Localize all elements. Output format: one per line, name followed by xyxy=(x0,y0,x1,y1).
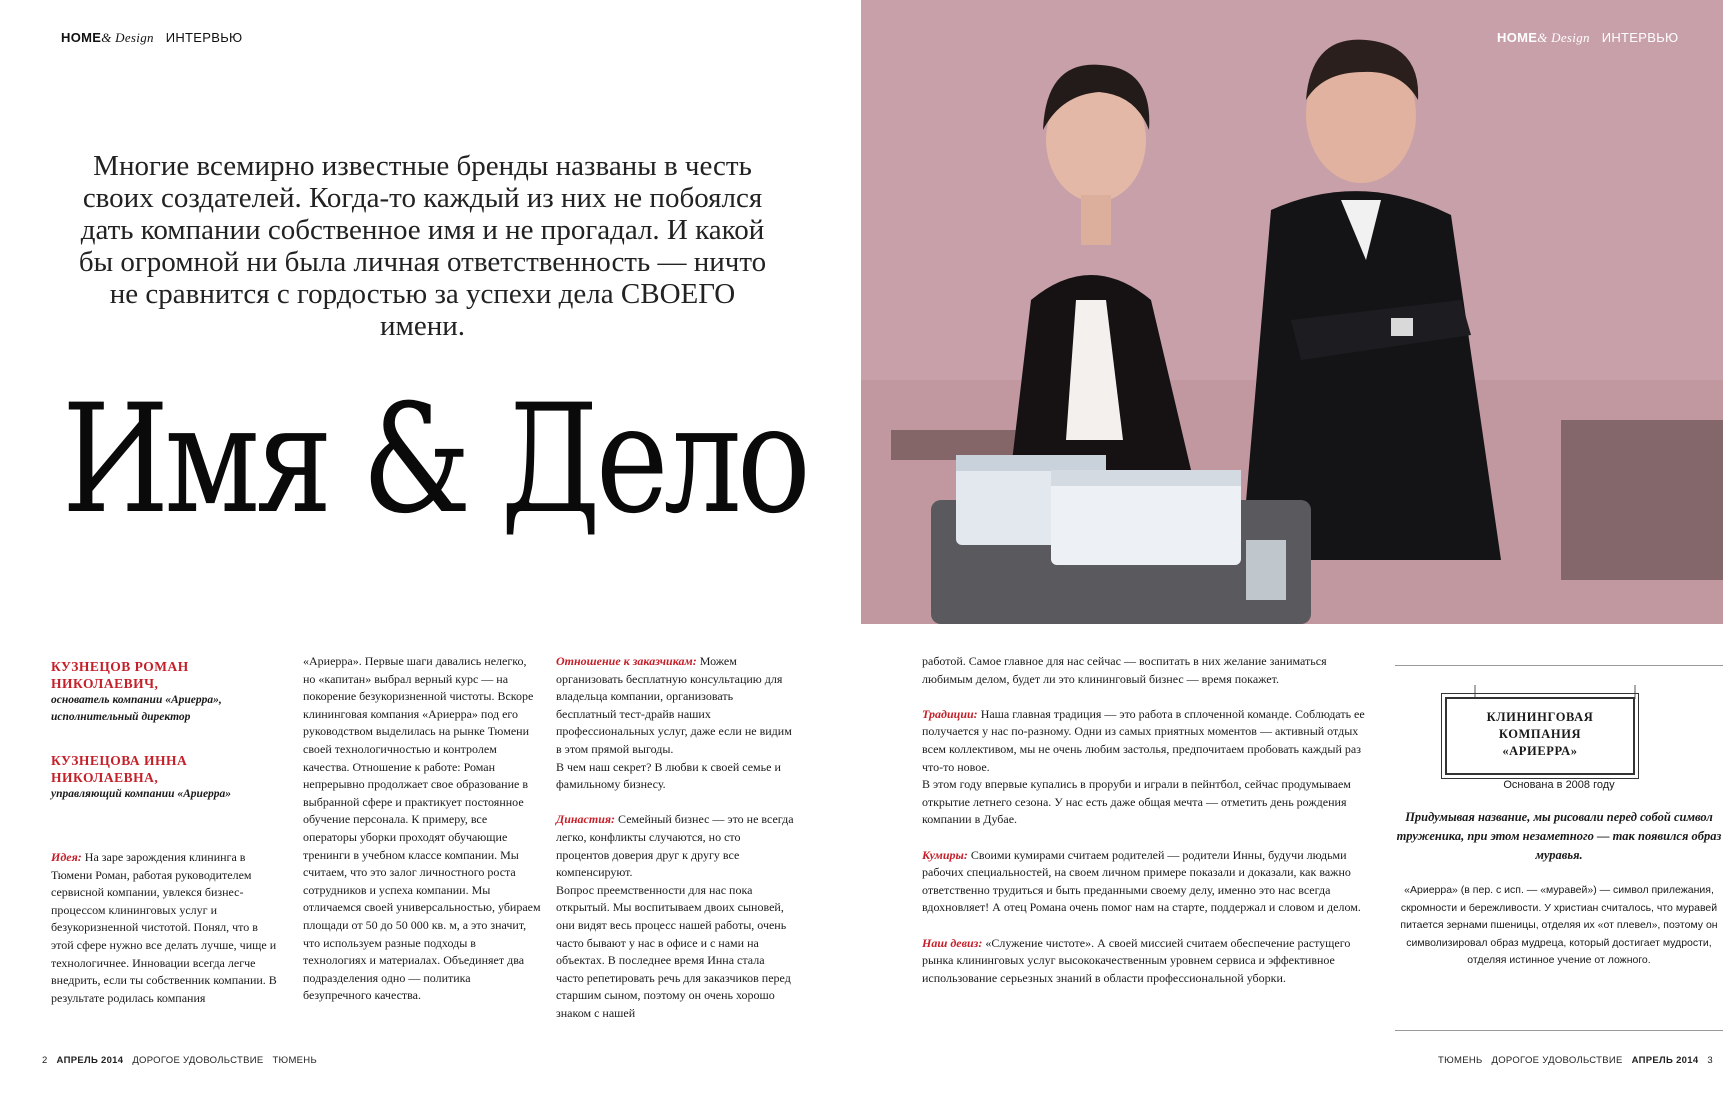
footer-right xyxy=(1438,1055,1713,1066)
person-name-1: КУЗНЕЦОВ РОМАН НИКОЛАЕВИЧ, xyxy=(51,659,189,691)
issue-date-left: АПРЕЛЬ 2014 xyxy=(56,1055,124,1066)
sidebar-top-rule xyxy=(1395,665,1723,666)
badge-line-2: КОМПАНИЯ xyxy=(1498,727,1582,741)
portrait-illustration xyxy=(861,0,1723,624)
person-role-1: основатель компании «Ариерра», исполнительный директор xyxy=(51,694,222,723)
lead-paragraph: Многие всемирно известные бренды названы в честь своих создателей. Когда-то каждый из них не побоялся дать компании собственное имя и не прогадал. И какой бы огромной ни была личная ответственность — ничто не сравнится с гордостью за успехи дела СВОЕГО имени. xyxy=(78,150,767,342)
brand-design-right: & Design xyxy=(1537,30,1590,45)
page-number-left: 2 xyxy=(42,1055,48,1066)
traditions-label: Традиции: xyxy=(922,706,978,721)
brand-home: HOME xyxy=(61,30,102,45)
succession-paragraph: Вопрос преемственности для нас пока открытый. Мы воспитываем двоих сыновей, они видят весь процесс нашей работы, очень часто бывают у нас в офисе и с нами на объектах. В последнее время Инна стала часто репетировать речь для заказчиков перед старшим сыном, поэтому он очень хорошо знаком с нашей xyxy=(556,882,791,1020)
column-3 xyxy=(556,653,795,1022)
article-title: Имя & Дело xyxy=(62,373,806,547)
header-left xyxy=(61,30,242,46)
person-name-2: КУЗНЕЦОВА ИННА НИКОЛАЕВНА, xyxy=(51,753,188,785)
sidebar-bottom-rule xyxy=(1395,1030,1723,1031)
badge-line-3: «АРИЕРРА» xyxy=(1502,744,1578,758)
motto-text: «Служение чистоте». А своей миссией считаем обеспечение растущего рынка клининговых услуг высококачественным уровнем сервиса и эффективное использование серьезных знаний в области профессиональной уборки. xyxy=(922,935,1351,985)
ant-symbol-note: «Ариерра» (в пер. с исп. — «муравей») — символ прилежания, скромности и бережливости. У христиан считалось, что муравей питается зернами пшеницы, отделяя их «от плевел», поэтому он символизировал образ мудреца, который достигает мудрости, отделяя истинное учение от ложного. xyxy=(1400,884,1718,966)
issue-date-right: АПРЕЛЬ 2014 xyxy=(1631,1055,1699,1066)
section-label: ИНТЕРВЬЮ xyxy=(165,30,243,45)
section-label-right: ИНТЕРВЬЮ xyxy=(1601,30,1679,45)
founded-caption: Основана в 2008 году xyxy=(1503,779,1615,791)
page-number-right: 3 xyxy=(1707,1055,1713,1066)
magazine-name-right: ДОРОГОЕ УДОВОЛЬСТВИЕ xyxy=(1491,1055,1623,1066)
dynasty-text: Семейный бизнес — это не всегда легко, конфликты случаются, но сто процентов доверия друг к другу все компенсируют. xyxy=(556,812,794,880)
city-right: ТЮМЕНЬ xyxy=(1438,1055,1483,1066)
idea-label: Идея: xyxy=(51,850,82,864)
city-left: ТЮМЕНЬ xyxy=(272,1055,317,1066)
dynasty-paragraph xyxy=(556,811,795,881)
company-badge xyxy=(1445,697,1635,775)
idea-paragraph xyxy=(51,849,283,1007)
dream-paragraph: В этом году впервые купались в проруби и играли в пейнтбол, сейчас продумываем открытие летнего сезона. У нас есть даже общая мечта — отметить день рождения компании в Дубае. xyxy=(922,777,1351,827)
dynasty-label: Династия: xyxy=(556,812,616,827)
column-1 xyxy=(51,658,283,1007)
clients-paragraph xyxy=(556,653,795,759)
magazine-name-left: ДОРОГОЕ УДОВОЛЬСТВИЕ xyxy=(132,1055,264,1066)
header-right xyxy=(1497,30,1678,46)
continuation-paragraph: работой. Самое главное для нас сейчас — воспитать в них желание заниматься любимым делом, будет ли это клининговый бизнес — время покажет. xyxy=(922,654,1327,686)
portrait-photo xyxy=(861,0,1723,624)
column-2 xyxy=(303,653,541,1005)
traditions-paragraph xyxy=(922,706,1372,776)
idea-text: На заре зарождения клининга в Тюмени Роман, работая руководителем сервисной компании, увлекся бизнес-процессом клининговых услуг и безукоризненной чистотой. Понял, что в этой сфере нужно все делать лучше, чище и технологичнее. Инновации всегда легче внедрить, если ты собственник компании. В результате родилась компания xyxy=(51,850,277,1005)
secret-paragraph: В чем наш секрет? В любви к своей семье и фамильному бизнесу. xyxy=(556,759,781,792)
motto-label: Наш девиз: xyxy=(922,935,983,950)
traditions-text: Наша главная традиция — это работа в сплоченной команде. Соблюдать ее получается у нас по-разному. Одни из самых приятных моментов — активный отдых всем коллективом, мы не очень любим застолья, предпочитаем пробовать каждый раз что-то новое. xyxy=(922,706,1365,774)
person-role-2: управляющий компании «Ариерра» xyxy=(51,788,232,800)
clients-label: Отношение к заказчикам: xyxy=(556,654,697,668)
column-4 xyxy=(922,653,1372,987)
column-2-text: «Ариерра». Первые шаги давались нелегко, но «капитан» выбрал верный курс — на покорение безукоризненной чистоты. Вскоре клининговая компания «Ариерра» под его руководством выделилась на рынке Тюмени своей технологичностью и контролем качества. Отношение к работе: Роман непрерывно продолжает свое образование в выбранной сфере и практикует постоянное обучение персонала. К примеру, все операторы уборки проходят обучающие тренинги в учебном классе компании. Мы считаем, что это залог личностного роста сотрудников и успеха компании. Мы отличаемся своей универсальностью, убираем площади от 50 до 50 000 кв. м, а это значит, что используем разные подходы в технологиях и материалах. Объединяет два подразделения одно — политика безупречного качества. xyxy=(303,654,541,1003)
badge-line-1: КЛИНИНГОВАЯ xyxy=(1486,710,1594,724)
brand-design: & Design xyxy=(101,30,154,45)
brand-home-right: HOME xyxy=(1497,30,1538,45)
idols-text: Своими кумирами считаем родителей — родители Инны, будучи людьми рабочих специальностей, на своем личном примере показали и доказали, как важно ответственно трудиться и быть преданными своему делу, именно это нас всегда вдохновляет! А отец Романа очень помог нам на старте, поддержал и словом и делом. xyxy=(922,847,1361,915)
idols-paragraph xyxy=(922,847,1372,917)
clients-text: Можем организовать бесплатную консультацию для владельца компании, организовать бесплатный тест-драйв наших профессиональных услуг, даже если не видим в этом прямой выгоды. xyxy=(556,654,792,756)
name-origin-quote: Придумывая название, мы рисовали перед собой символ труженика, при этом незаметного — так появился образ муравья. xyxy=(1396,810,1722,862)
footer-left xyxy=(42,1055,317,1066)
idols-label: Кумиры: xyxy=(922,847,968,862)
motto-paragraph xyxy=(922,935,1372,988)
